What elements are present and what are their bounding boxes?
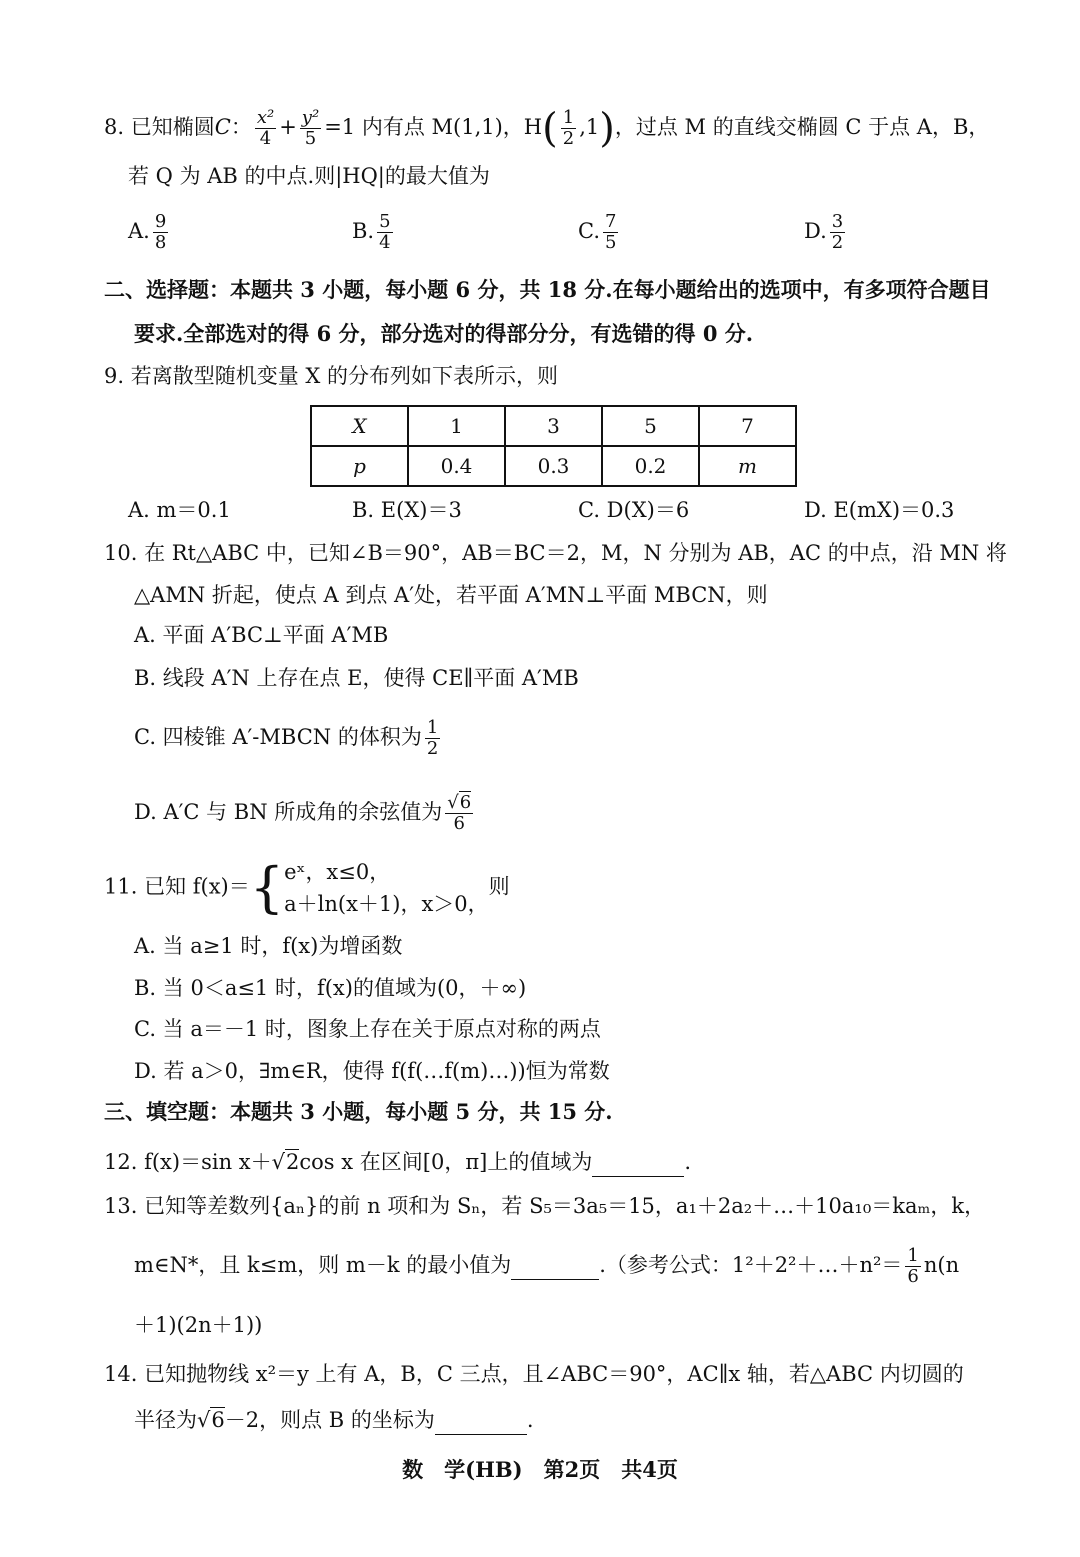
- section3-heading: 三、填空题：本题共 3 小题，每小题 5 分，共 15 分.: [104, 1099, 613, 1124]
- q9-stem: 9. 若离散型随机变量 X 的分布列如下表所示，则: [104, 364, 559, 388]
- fraction: $\frac{\text{y²}}{5}$: [301, 107, 320, 149]
- table-cell: 0.2: [602, 446, 699, 486]
- q11-option-c: C. 当 a＝－1 时，图象上存在关于原点对称的两点: [134, 1017, 601, 1041]
- page-footer: 数 学(HB) 第2页 共4页: [402, 1457, 678, 1482]
- q10-option-c: C. 四棱锥 A′-MBCN 的体积为 $\frac{1}{2}$: [134, 717, 439, 759]
- table-cell: m: [699, 446, 796, 486]
- q8-option-a: A. $\frac{9}{8}$: [128, 211, 167, 253]
- q11-option-b: B. 当 0＜a≤1 时，f(x)的值域为(0，＋∞): [134, 976, 527, 1000]
- q10-option-a: A. 平面 A′BC⊥平面 A′MB: [134, 623, 389, 647]
- table-row: [311, 446, 796, 486]
- table-cell: 0.4: [408, 446, 505, 486]
- q10-option-d: D. A′C 与 BN 所成角的余弦值为 $\frac{√6}{6}$: [134, 792, 472, 834]
- q11-option-d: D. 若 a＞0，∃m∈R，使得 f(f(…f(m)…))恒为常数: [134, 1059, 610, 1083]
- q9-option-a: A. m＝0.1: [128, 498, 231, 522]
- q14-line1: 14. 已知抛物线 x²＝y 上有 A，B，C 三点，且∠ABC＝90°，AC∥x 轴，若△ABC 内切圆的: [104, 1362, 964, 1386]
- fraction: $\frac{\text{x²}}{4}$: [256, 107, 275, 149]
- left-brace: {: [249, 856, 285, 919]
- table-cell: 0.3: [505, 446, 602, 486]
- section2-instructions: 要求.全部选对的得 6 分，部分选对的得部分分，有选错的得 0 分.: [134, 321, 754, 346]
- q13-line2: m∈N*，且 k≤m，则 m－k 的最小值为 .（参考公式：1²＋2²＋…＋n²＝ $\frac{1}{6}$ n(n: [134, 1245, 960, 1287]
- q8-option-c: C. $\frac{7}{5}$: [578, 211, 617, 253]
- q9-option-d: D. E(mX)＝0.3: [804, 498, 955, 522]
- q9-option-b: B. E(X)＝3: [352, 498, 462, 522]
- table-cell: 1: [408, 406, 505, 446]
- q13-line3: ＋1)(2n＋1)): [134, 1313, 263, 1337]
- answer-blank: [511, 1251, 599, 1280]
- table-row: [311, 406, 796, 446]
- fraction: $\frac{1}{2}$: [562, 107, 575, 149]
- q8-line2: 若 Q 为 AB 的中点.则|HQ|的最大值为: [128, 164, 490, 188]
- table-cell: 5: [602, 406, 699, 446]
- q8-line1: 8. 已知椭圆C： $\frac{\text{x²}}{4}$ + $\frac{\text{y²}}{5}$ =1 内有点 M(1,1)，H( $\frac{1}{2}$ ,1)，过点 M 的直线交椭圆 C 于点 A，B，: [104, 105, 990, 152]
- table-cell: 7: [699, 406, 796, 446]
- q8-number: 8.: [104, 115, 125, 139]
- q10-line2: △AMN 折起，使点 A 到点 A′处，若平面 A′MN⊥平面 MBCN，则: [134, 583, 768, 607]
- q13-line1: 13. 已知等差数列{aₙ}的前 n 项和为 Sₙ，若 S₅＝3a₅＝15，a₁＋2a₂＋…＋10a₁₀＝kaₘ，k，: [104, 1194, 986, 1218]
- answer-blank: [592, 1148, 684, 1177]
- q11-stem: 11. 已知 f(x)＝{ eˣ，x≤0， a＋ln(x＋1)，x＞0， 则: [104, 856, 510, 919]
- answer-blank: [435, 1406, 527, 1435]
- q12: 12. f(x)＝sin x＋√2cos x 在区间[0，π]上的值域为 .: [104, 1148, 691, 1177]
- q11-option-a: A. 当 a≥1 时，f(x)为增函数: [134, 934, 403, 958]
- q10-line1: 10. 在 Rt△ABC 中，已知∠B＝90°，AB＝BC＝2，M，N 分别为 AB，AC 的中点，沿 MN 将: [104, 541, 1007, 565]
- q8-option-b: B. $\frac{5}{4}$: [352, 211, 391, 253]
- distribution-table: [310, 405, 797, 487]
- table-cell: X: [311, 406, 408, 446]
- q10-option-b: B. 线段 A′N 上存在点 E，使得 CE∥平面 A′MB: [134, 666, 579, 690]
- table-cell: 3: [505, 406, 602, 446]
- q8-option-d: D. $\frac{3}{2}$: [804, 211, 844, 253]
- piecewise-function: eˣ，x≤0， a＋ln(x＋1)，x＞0，: [284, 860, 489, 916]
- q9-option-c: C. D(X)＝6: [578, 498, 690, 522]
- q8-text: 已知椭圆: [130, 115, 215, 139]
- section2-heading: 二、选择题：本题共 3 小题，每小题 6 分，共 18 分.在每小题给出的选项中，有多项符合题目: [104, 277, 991, 302]
- q14-line2: 半径为√6－2，则点 B 的坐标为 .: [134, 1406, 534, 1435]
- table-cell: p: [311, 446, 408, 486]
